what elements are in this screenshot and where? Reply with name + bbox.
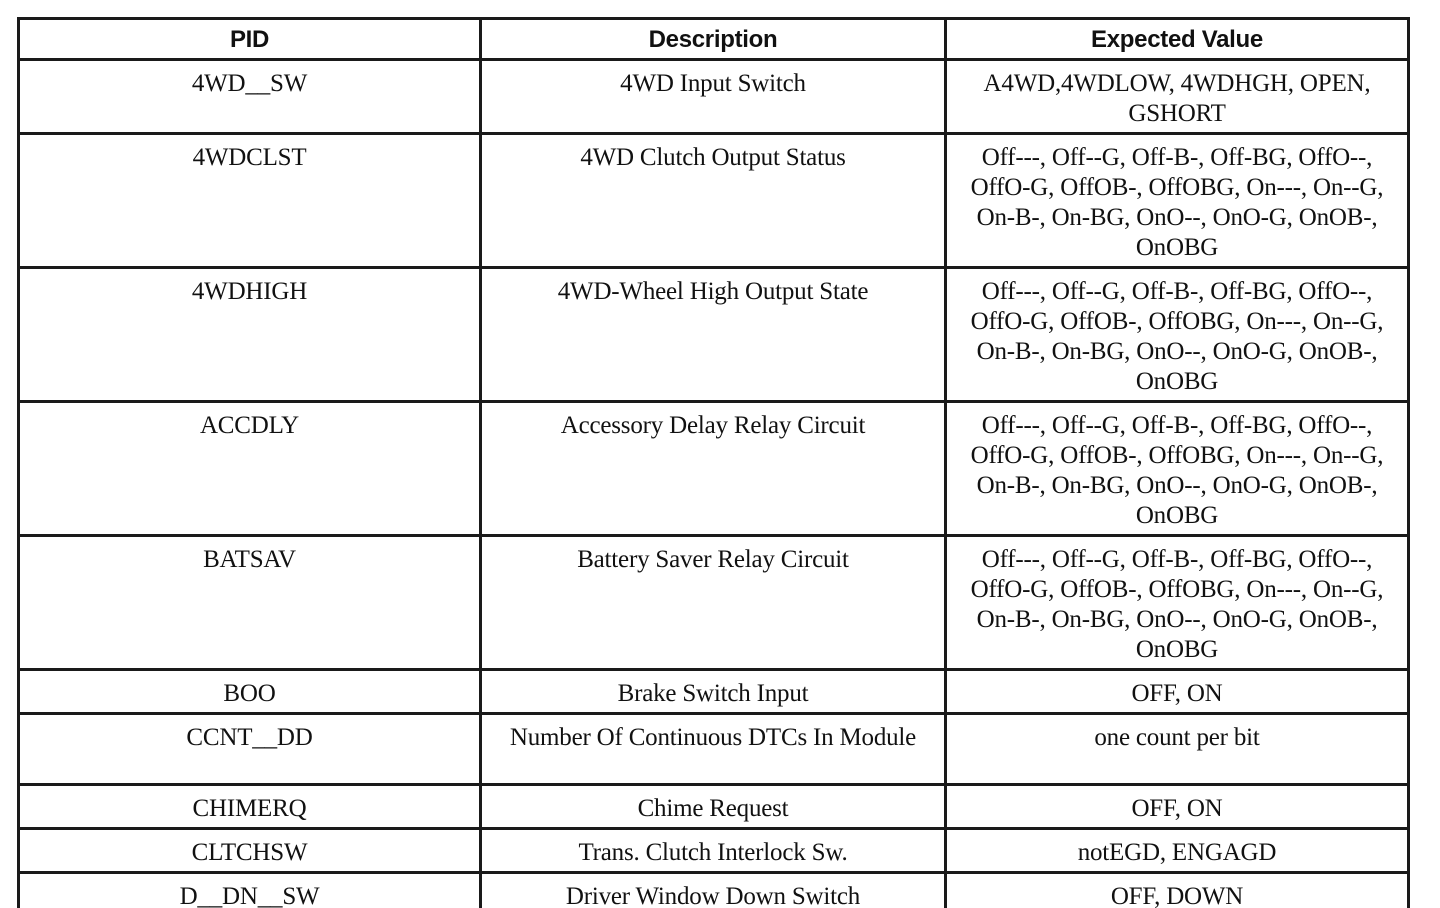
table-row: [19, 402, 1409, 536]
pid-cell: D__DN__SW: [19, 873, 481, 908]
pid-cell: 4WDCLST: [19, 134, 481, 268]
pid-cell: BATSAV: [19, 536, 481, 670]
header-pid: PID: [19, 19, 481, 60]
description-cell: Battery Saver Relay Circuit: [481, 536, 946, 670]
pid-cell: CCNT__DD: [19, 714, 481, 785]
header-expected-value: Expected Value: [946, 19, 1409, 60]
expected-value-cell: A4WD,4WDLOW, 4WDHGH, OPEN, GSHORT: [946, 60, 1409, 134]
pid-table: [17, 17, 1410, 908]
pid-cell: ACCDLY: [19, 402, 481, 536]
table-row: [19, 670, 1409, 714]
expected-value-cell: OFF, ON: [946, 670, 1409, 714]
description-cell: 4WD Clutch Output Status: [481, 134, 946, 268]
expected-value-cell: Off---, Off--G, Off-B-, Off-BG, OffO--, OffO-G, OffOB-, OffOBG, On---, On--G, On-B-, On-BG, OnO--, OnO-G, OnOB-, OnOBG: [946, 402, 1409, 536]
description-cell: Driver Window Down Switch: [481, 873, 946, 908]
description-cell: 4WD-Wheel High Output State: [481, 268, 946, 402]
table-row: [19, 536, 1409, 670]
pid-cell: CHIMERQ: [19, 785, 481, 829]
description-cell: Accessory Delay Relay Circuit: [481, 402, 946, 536]
pid-cell: CLTCHSW: [19, 829, 481, 873]
table-row: [19, 714, 1409, 785]
expected-value-cell: Off---, Off--G, Off-B-, Off-BG, OffO--, OffO-G, OffOB-, OffOBG, On---, On--G, On-B-, On-BG, OnO--, OnO-G, OnOB-, OnOBG: [946, 536, 1409, 670]
table-row: [19, 829, 1409, 873]
table-row: [19, 785, 1409, 829]
pid-cell: 4WDHIGH: [19, 268, 481, 402]
table-row: [19, 268, 1409, 402]
table-row: [19, 873, 1409, 908]
expected-value-cell: Off---, Off--G, Off-B-, Off-BG, OffO--, OffO-G, OffOB-, OffOBG, On---, On--G, On-B-, On-BG, OnO--, OnO-G, OnOB-, OnOBG: [946, 134, 1409, 268]
pid-cell: BOO: [19, 670, 481, 714]
table-row: [19, 60, 1409, 134]
expected-value-cell: notEGD, ENGAGD: [946, 829, 1409, 873]
description-cell: Chime Request: [481, 785, 946, 829]
description-cell: Trans. Clutch Interlock Sw.: [481, 829, 946, 873]
header-description: Description: [481, 19, 946, 60]
description-cell: Number Of Continuous DTCs In Module: [481, 714, 946, 785]
expected-value-cell: one count per bit: [946, 714, 1409, 785]
description-cell: 4WD Input Switch: [481, 60, 946, 134]
expected-value-cell: Off---, Off--G, Off-B-, Off-BG, OffO--, OffO-G, OffOB-, OffOBG, On---, On--G, On-B-, On-BG, OnO--, OnO-G, OnOB-, OnOBG: [946, 268, 1409, 402]
pid-cell: 4WD__SW: [19, 60, 481, 134]
table-row: [19, 134, 1409, 268]
table-header-row: [19, 19, 1409, 60]
description-cell: Brake Switch Input: [481, 670, 946, 714]
expected-value-cell: OFF, ON: [946, 785, 1409, 829]
expected-value-cell: OFF, DOWN: [946, 873, 1409, 908]
